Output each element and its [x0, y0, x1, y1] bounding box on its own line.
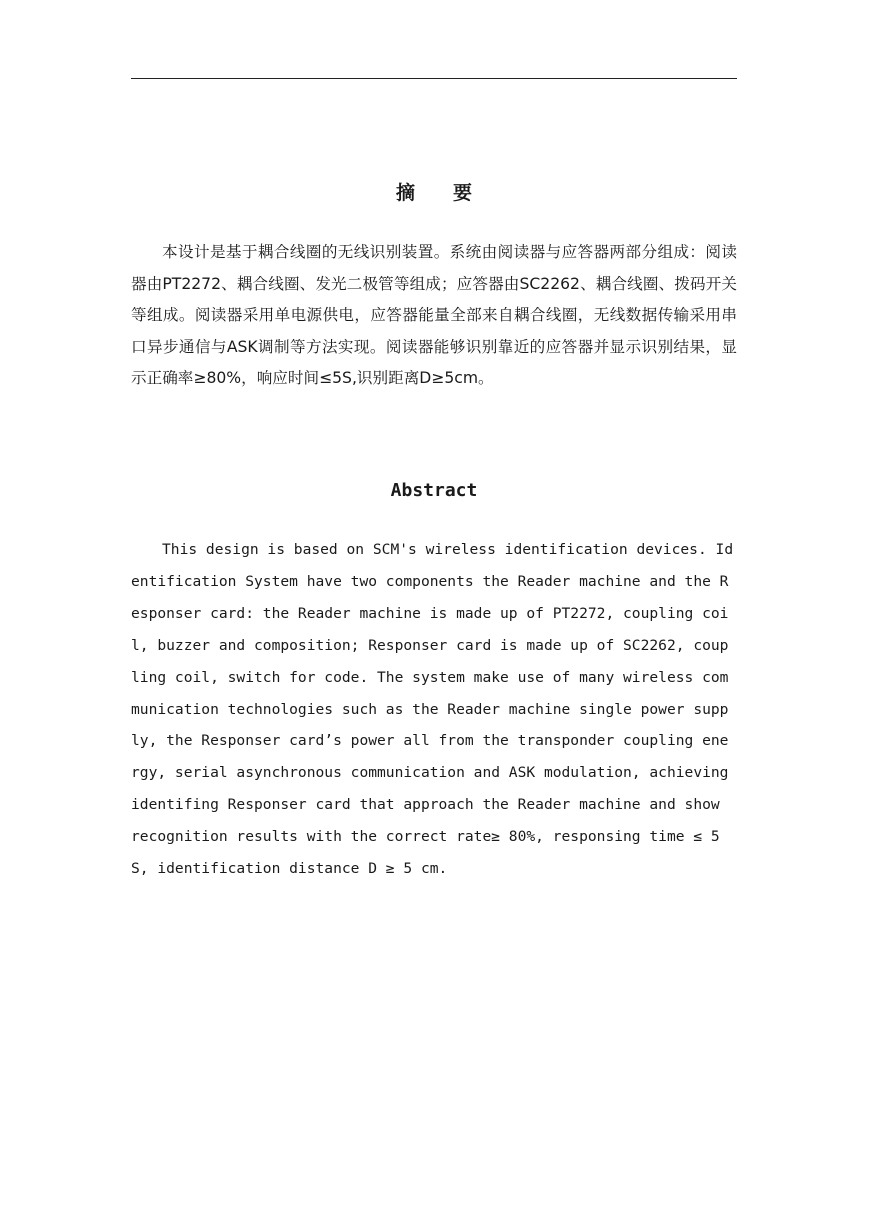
chinese-abstract-body: 本设计是基于耦合线圈的无线识别装置。系统由阅读器与应答器两部分组成：阅读器由PT2272、耦合线圈、发光二极管等组成；应答器由SC2262、耦合线圈、拨码开关等组成。阅读器采用单电源供电，应答器能量全部来自耦合线圈，无线数据传输采用串口异步通信与ASK调制等方法实现。阅读器能够识别靠近的应答器并显示识别结果，显示正确率≥80%，响应时间≤5S,识别距离D≥5cm。: [131, 243, 737, 388]
english-abstract-body: This design is based on SCM's wireless identification devices. Identification System have two components the Reader machine and the Responser card: the Reader machine is made up of PT2272, coupling coil, buzzer and composition; Responser card is made up of SC2262, coupling coil, switch for code. The system make use of many wireless communication technologies such as the Reader machine single power supply, the Responser card’s power all from the transponder coupling energy, serial asynchronous communication and ASK modulation, achieving identifing Responser card that approach the Reader machine and show recognition results with the correct rate≥ 80%, responsing time ≤ 5S, identification distance D ≥ 5 cm.: [131, 541, 734, 878]
chinese-abstract-title: [131, 178, 737, 205]
chinese-title-char-2: 要: [453, 182, 473, 204]
english-abstract-title: Abstract: [390, 480, 478, 501]
header-rule: [131, 78, 737, 79]
chinese-title-char-1: 摘: [395, 182, 415, 204]
